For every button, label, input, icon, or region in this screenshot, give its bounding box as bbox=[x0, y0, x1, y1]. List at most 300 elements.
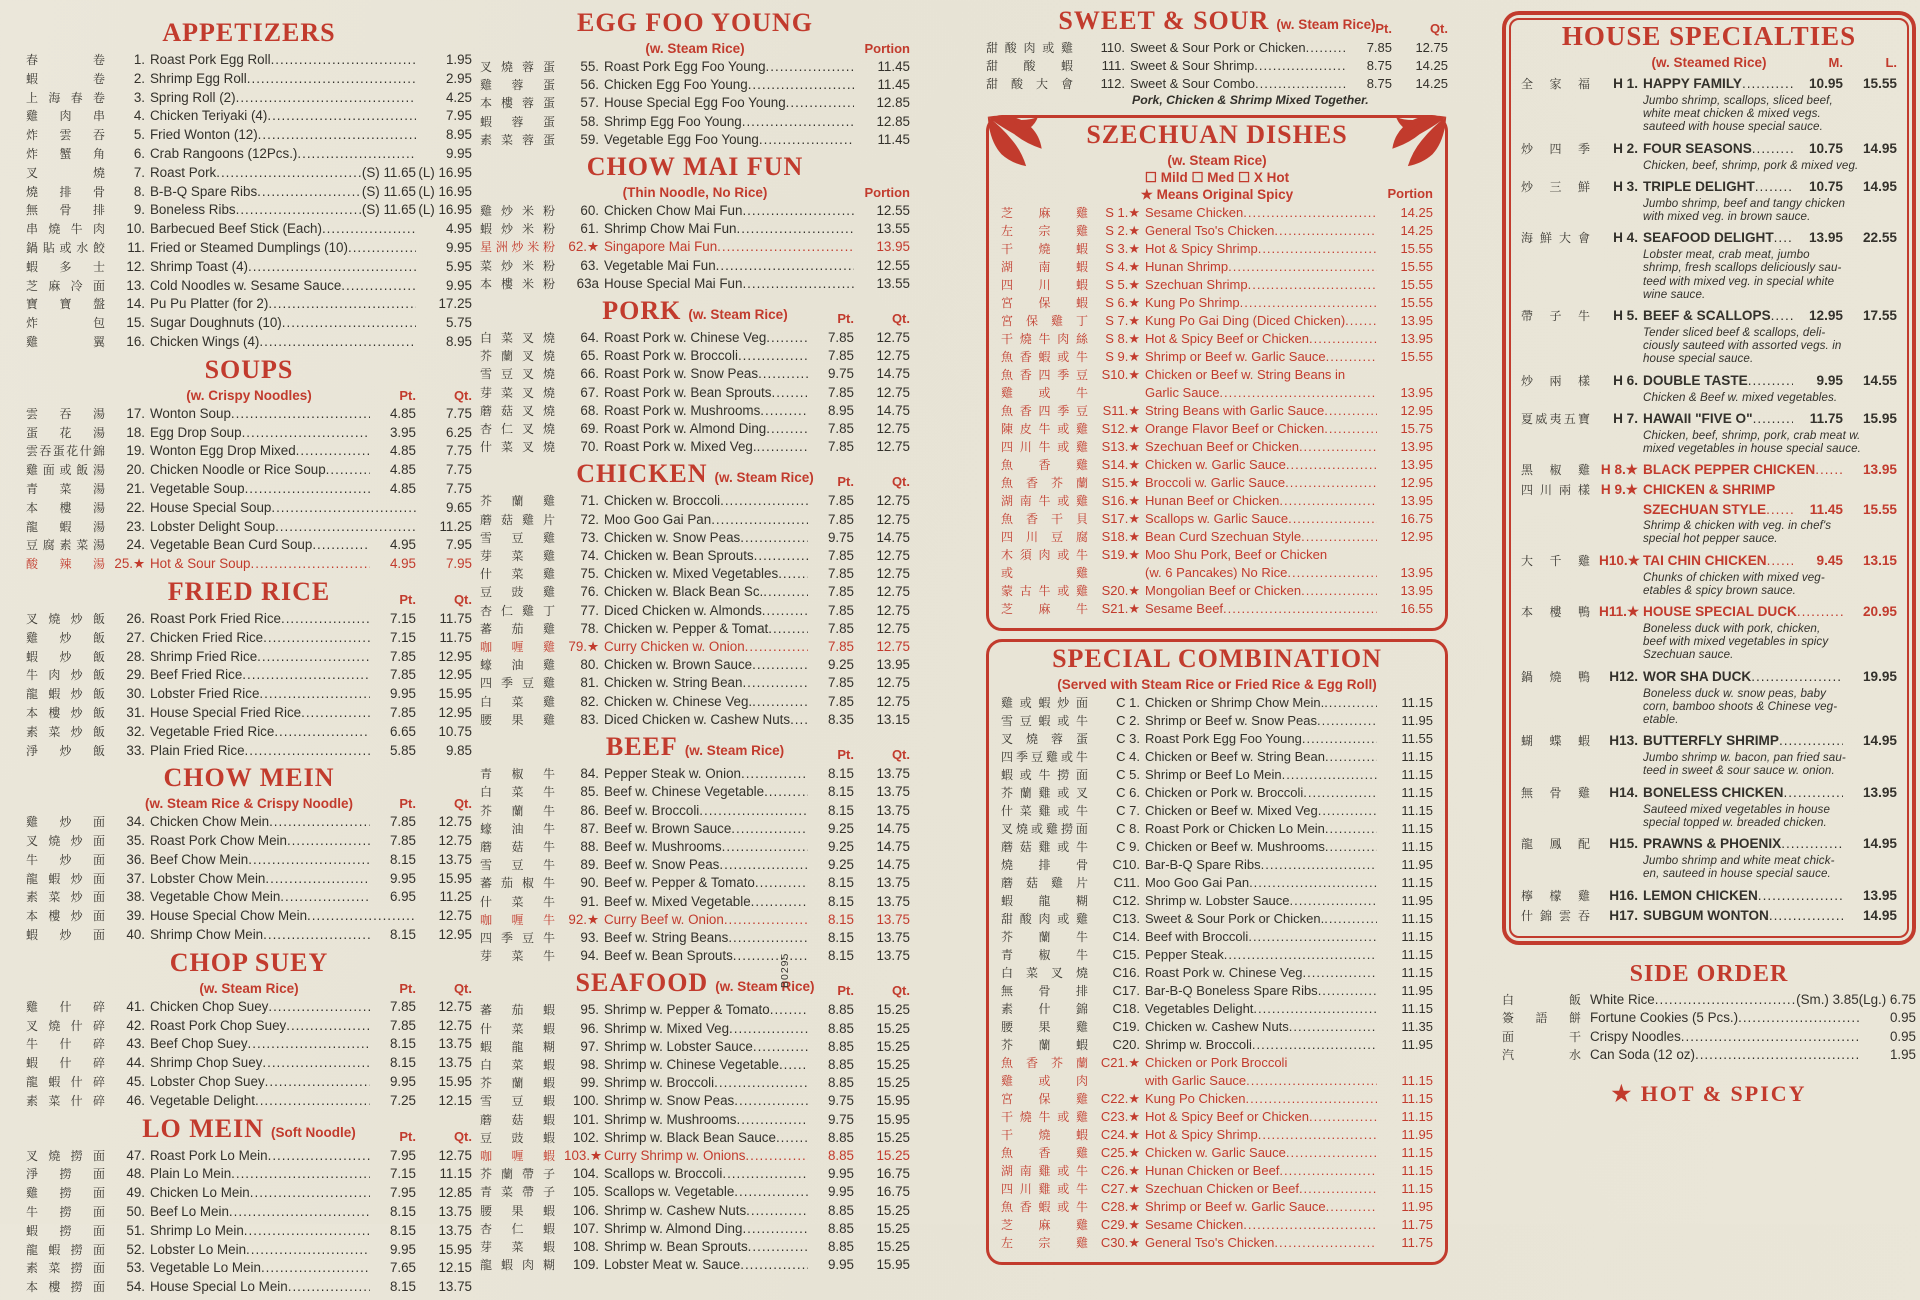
menu-item-row bbox=[1521, 228, 1897, 248]
item-number: 37. bbox=[126, 870, 145, 886]
dot-leader bbox=[742, 674, 808, 691]
item-name: Roast Pork w. Bean Sprouts bbox=[604, 384, 772, 400]
menu-item-row bbox=[26, 405, 472, 424]
price-qt: 15.95 bbox=[438, 1074, 472, 1090]
chinese-name: 魚 香 雞 bbox=[1001, 458, 1088, 472]
price-qt: 11.95 bbox=[1401, 857, 1433, 872]
item-number: 112. bbox=[1100, 76, 1125, 91]
item-number: 95. bbox=[580, 1002, 599, 1018]
menu-item-row bbox=[1001, 802, 1433, 820]
price-column-header: Qt. bbox=[891, 747, 910, 763]
item-number: 72. bbox=[580, 511, 599, 527]
price-pt: 5.85 bbox=[389, 742, 416, 758]
price-pt: 7.85 bbox=[827, 602, 854, 618]
item-name: Roast Pork w. Chinese Veg bbox=[1145, 965, 1303, 980]
section-title: HOUSE SPECIALTIES bbox=[1561, 21, 1857, 51]
dot-leader bbox=[312, 536, 370, 554]
item-name-continued: with Garlic Sauce bbox=[1145, 1073, 1247, 1088]
dot-leader bbox=[1318, 802, 1377, 819]
price-pt: 8.85 bbox=[827, 1075, 854, 1091]
item-name: Shrimp w. Black Bean Sauce bbox=[604, 1129, 776, 1145]
price-qt: 13.75 bbox=[438, 1036, 472, 1052]
item-name: Chicken w. Pepper & Tomat bbox=[604, 620, 769, 636]
section-title: PORK bbox=[602, 296, 682, 326]
price-qt: 15.55 bbox=[1400, 277, 1433, 292]
dot-leader bbox=[259, 333, 416, 351]
item-name: Chicken w. Brown Sauce bbox=[604, 657, 753, 673]
chinese-name: 豆 豉 蝦 bbox=[480, 1130, 555, 1145]
price-qt: 7.95 bbox=[445, 108, 472, 124]
menu-item-row bbox=[26, 832, 472, 851]
section-note-line bbox=[1001, 153, 1433, 169]
item-name: Shrimp Egg Roll bbox=[150, 70, 247, 86]
menu-item-row bbox=[26, 1259, 472, 1278]
price-pt: 4.95 bbox=[389, 556, 416, 572]
item-number: H 6. bbox=[1613, 372, 1638, 388]
price-qt: 11.95 bbox=[1401, 983, 1433, 998]
chinese-name: 叉 燒 撈 面 bbox=[26, 1148, 105, 1163]
menu-item-row bbox=[1521, 460, 1897, 480]
price-qt: 15.25 bbox=[876, 1220, 910, 1236]
price-qt: (L) 16.95 bbox=[418, 183, 472, 199]
item-number: S16.★ bbox=[1101, 493, 1140, 508]
price-column-header: Pt. bbox=[837, 474, 854, 490]
price-column-headers bbox=[1791, 56, 1897, 70]
item-number: C 2. bbox=[1116, 713, 1140, 728]
chinese-name: 豆 腐 素 菜 湯 bbox=[26, 538, 105, 553]
item-description bbox=[1643, 519, 1897, 545]
item-name: Roast Pork w. Almond Ding bbox=[604, 421, 767, 437]
item-number: 93. bbox=[580, 929, 599, 945]
price-qt: 13.75 bbox=[876, 875, 910, 891]
item-number: 8. bbox=[133, 183, 145, 199]
item-name: Pepper Steak w. Onion bbox=[604, 766, 741, 782]
menu-item-row bbox=[26, 499, 472, 518]
item-name: Vegetables Delight bbox=[1145, 1001, 1254, 1016]
price-qt: 11.15 bbox=[1401, 803, 1433, 818]
dot-leader bbox=[245, 742, 370, 760]
menu-item-row bbox=[1001, 420, 1433, 438]
item-number: 88. bbox=[580, 838, 599, 854]
menu-item-row bbox=[26, 145, 472, 164]
item-description-line: shrimp, fresh scallops deliciously sau- bbox=[1643, 261, 1842, 275]
chinese-name: 春 卷 bbox=[26, 53, 105, 67]
item-number: 46. bbox=[126, 1092, 145, 1108]
menu-item-row bbox=[480, 1220, 910, 1238]
price-qt: 13.55 bbox=[876, 221, 910, 237]
chinese-name: 四 季 豆 雞 或 牛 bbox=[1001, 750, 1088, 764]
item-number: 23. bbox=[126, 518, 145, 534]
item-number: 56. bbox=[580, 77, 599, 93]
chinese-name: 甜 酸 蝦 bbox=[986, 59, 1073, 73]
menu-item-row bbox=[1521, 74, 1897, 94]
price-qt: 11.15 bbox=[1401, 767, 1433, 782]
item-name: Chicken Wings (4) bbox=[150, 333, 260, 349]
dot-leader bbox=[257, 183, 362, 201]
item-number: 107. bbox=[572, 1220, 599, 1236]
section-header bbox=[26, 355, 472, 388]
item-name: Moo Shu Pork, Beef or Chicken bbox=[1145, 547, 1328, 562]
menu-item-row bbox=[26, 666, 472, 685]
item-number: 42. bbox=[126, 1017, 145, 1033]
chinese-name: 四 季 豆 牛 bbox=[480, 930, 555, 945]
item-name: Barbecued Beef Stick (Each) bbox=[150, 221, 322, 237]
section-seafood bbox=[480, 968, 910, 1274]
item-name: Beef w. Mixed Vegetable bbox=[604, 893, 751, 909]
chinese-name: 腰 果 蝦 bbox=[480, 1203, 555, 1218]
price-qt: 12.95 bbox=[1400, 529, 1433, 544]
dot-leader bbox=[1301, 582, 1377, 599]
dot-leader bbox=[1302, 730, 1377, 747]
price-qt: 4.25 bbox=[445, 89, 472, 105]
chinese-name: 菜 炒 米 粉 bbox=[480, 258, 555, 273]
item-name-continued: SZECHUAN STYLE bbox=[1643, 502, 1767, 518]
item-name: Moo Goo Gai Pan bbox=[604, 511, 712, 527]
item-name: Shrimp or Beef Lo Mein bbox=[1145, 767, 1282, 782]
dot-leader bbox=[699, 802, 808, 819]
item-name: Shrimp w. Lobster Sauce bbox=[604, 1038, 753, 1054]
item-name: Lobster Delight Soup bbox=[150, 518, 276, 534]
dot-leader bbox=[1240, 294, 1377, 311]
dot-leader bbox=[1317, 712, 1377, 729]
item-number: 20. bbox=[126, 462, 145, 478]
item-name: Shrimp Lo Mein bbox=[150, 1222, 244, 1238]
item-name: Lobster Chop Suey bbox=[150, 1074, 265, 1090]
chinese-name: 腰 果 雞 bbox=[480, 712, 555, 727]
item-number: 73. bbox=[580, 529, 599, 545]
section-note-line bbox=[1001, 170, 1433, 186]
price-pt: 8.15 bbox=[827, 948, 854, 964]
menu-item-row bbox=[26, 461, 472, 480]
price-pt: 9.75 bbox=[827, 1111, 854, 1127]
price-pt: 8.85 bbox=[827, 1038, 854, 1054]
price-pt: 4.85 bbox=[389, 443, 416, 459]
price-qt: 12.75 bbox=[876, 439, 910, 455]
item-number: S15.★ bbox=[1101, 475, 1140, 490]
item-number: C28.★ bbox=[1100, 1199, 1140, 1214]
price-qt: 6.25 bbox=[445, 424, 472, 440]
price-qt: 11.95 bbox=[1401, 1037, 1433, 1052]
dot-leader bbox=[1279, 1162, 1377, 1179]
item-description-line: house special sauce. bbox=[1643, 352, 1754, 366]
section-header bbox=[26, 763, 472, 796]
item-name: Vegetable Mai Fun bbox=[604, 257, 716, 273]
item-number: 74. bbox=[580, 548, 599, 564]
dot-leader bbox=[736, 220, 854, 237]
dot-leader bbox=[736, 1111, 808, 1128]
price-pt: 8.85 bbox=[827, 1056, 854, 1072]
menu-item-row bbox=[26, 907, 472, 926]
chinese-name: 芽 菜 牛 bbox=[480, 949, 555, 964]
menu-item-row bbox=[1001, 712, 1433, 730]
dot-leader bbox=[257, 648, 370, 666]
section-subtitle-text: (w. Crispy Noodles) bbox=[186, 387, 312, 403]
chinese-name: 雞 或 蝦 炒 面 bbox=[1001, 696, 1088, 710]
item-number: 45. bbox=[126, 1074, 145, 1090]
item-number: S 3.★ bbox=[1105, 241, 1140, 256]
item-name: Vegetable Egg Foo Young bbox=[604, 131, 759, 147]
item-description-line: Jumbo shrimp w. bacon, pan fried sau- bbox=[1643, 751, 1846, 765]
dot-leader bbox=[719, 856, 808, 873]
item-number: C20. bbox=[1112, 1037, 1140, 1052]
menu-item-row bbox=[1001, 730, 1433, 748]
section-title: CHOW MAI FUN bbox=[586, 152, 804, 182]
dot-leader bbox=[748, 1238, 808, 1255]
price-column-header: Qt. bbox=[453, 387, 472, 403]
item-description-line: special topped w. breaded chicken. bbox=[1643, 815, 1827, 829]
item-name: Hunan Shrimp bbox=[1145, 259, 1229, 274]
dot-leader bbox=[271, 499, 416, 517]
price-qt: 12.75 bbox=[876, 602, 910, 618]
price-qt: 12.75 bbox=[876, 421, 910, 437]
price-pt: 7.85 bbox=[827, 330, 854, 346]
menu-item-row bbox=[480, 693, 910, 711]
section-title: ★ HOT & SPICY bbox=[1611, 1080, 1807, 1106]
item-number: 58. bbox=[580, 113, 599, 129]
chinese-name: 芝 麻 雞 bbox=[1001, 206, 1088, 220]
menu-item-row bbox=[1001, 204, 1433, 222]
item-name: Roast Pork w. Mixed Veg. bbox=[604, 439, 757, 455]
price-qt: 14.95 bbox=[1862, 836, 1897, 852]
item-name: HOUSE SPECIAL DUCK bbox=[1643, 604, 1797, 620]
price-qt: 15.95 bbox=[438, 1241, 472, 1257]
chinese-name: 上 海 春 卷 bbox=[26, 90, 105, 105]
item-description-line: Sauteed mixed vegetables in house bbox=[1643, 802, 1830, 816]
dot-leader bbox=[1245, 1090, 1377, 1107]
chinese-name: 串 燒 牛 肉 bbox=[26, 222, 105, 237]
item-number: C12. bbox=[1112, 893, 1140, 908]
price-qt: 13.95 bbox=[1400, 313, 1433, 328]
menu-item-row bbox=[480, 874, 910, 892]
item-number: S21.★ bbox=[1101, 601, 1140, 616]
menu-item-row bbox=[480, 820, 910, 838]
chinese-name: 雞 炒 米 粉 bbox=[480, 204, 555, 219]
menu-item-row bbox=[986, 57, 1448, 75]
chinese-name: 海 鮮 大 會 bbox=[1521, 231, 1590, 246]
chinese-name: 魚 香 雞 bbox=[1001, 1146, 1088, 1160]
item-number: 15. bbox=[126, 315, 145, 331]
item-number: C13. bbox=[1112, 911, 1140, 926]
chinese-name: 雪 豆 雞 bbox=[480, 530, 555, 545]
chinese-name: 魚 香 芥 蘭 bbox=[1001, 476, 1088, 490]
price-pt: 7.85 bbox=[827, 439, 854, 455]
item-number: 2. bbox=[133, 70, 145, 86]
menu-item-row bbox=[26, 295, 472, 314]
price-column-headers bbox=[806, 748, 910, 762]
dot-leader bbox=[261, 1259, 370, 1277]
item-name: Chicken or Pork Broccoli bbox=[1145, 1055, 1288, 1070]
item-description-line: Jumbo shrimp, scallops, sliced beef, bbox=[1643, 94, 1833, 107]
item-number: C11. bbox=[1113, 875, 1140, 890]
chinese-name: 芥 蘭 蝦 bbox=[480, 1076, 555, 1091]
item-description-line: sauteed with house special sauce. bbox=[1643, 120, 1823, 134]
price-pt: 9.75 bbox=[827, 366, 854, 382]
dot-leader bbox=[1769, 906, 1843, 925]
item-name: Beef Chop Suey bbox=[150, 1036, 248, 1052]
chinese-name: 簽 語 餅 bbox=[1502, 1011, 1581, 1025]
portion-label: Portion bbox=[1387, 186, 1433, 201]
menu-item-row bbox=[480, 347, 910, 365]
chinese-name: 大 千 雞 bbox=[1521, 553, 1590, 568]
menu-item-row bbox=[1001, 294, 1433, 312]
chinese-name: 檸 檬 雞 bbox=[1521, 888, 1590, 903]
dot-leader bbox=[247, 70, 416, 88]
price-qt: 11.15 bbox=[1401, 1163, 1433, 1178]
chinese-name: 豆 豉 雞 bbox=[480, 585, 555, 600]
menu-item-row bbox=[26, 518, 472, 537]
chinese-name: 蝦 卷 bbox=[26, 71, 105, 86]
item-number: H 1. bbox=[1613, 76, 1638, 91]
price-qt: 15.55 bbox=[1862, 502, 1897, 518]
item-name: Beef w. String Beans bbox=[604, 929, 729, 945]
item-name: Roast Pork or Chicken Lo Mein bbox=[1145, 821, 1325, 836]
price-pt: 7.85 bbox=[389, 704, 416, 720]
item-number: 34. bbox=[126, 814, 145, 830]
item-name: Shrimp Egg Foo Young bbox=[604, 113, 742, 129]
dot-leader bbox=[1274, 1234, 1377, 1251]
menu-item-row bbox=[480, 1038, 910, 1056]
price-qt: 7.75 bbox=[445, 480, 472, 496]
section-header bbox=[480, 968, 910, 1001]
item-number: C26.★ bbox=[1100, 1163, 1140, 1178]
dot-leader bbox=[745, 638, 808, 655]
menu-item-row bbox=[1001, 964, 1433, 982]
price-qt: 12.95 bbox=[438, 667, 472, 683]
chinese-name: 什 錦 雲 吞 bbox=[1521, 908, 1590, 923]
section-subtitle-inline: (w. Steam Rice) bbox=[688, 307, 788, 323]
item-number: 85. bbox=[580, 784, 599, 800]
dot-leader bbox=[1326, 348, 1377, 365]
item-number: C15. bbox=[1112, 947, 1140, 962]
item-name: LEMON CHICKEN bbox=[1643, 887, 1758, 903]
dot-leader bbox=[740, 1256, 808, 1273]
item-name: White Rice bbox=[1590, 991, 1655, 1007]
dot-leader bbox=[246, 1241, 370, 1259]
item-name: Shrimp w. Chinese Vegetable bbox=[604, 1056, 779, 1072]
item-name: Shrimp or Beef w. Garlic Sauce bbox=[1145, 349, 1326, 364]
menu-item-row bbox=[1001, 348, 1433, 366]
price-qt: 11.45 bbox=[877, 131, 910, 147]
chinese-name: 蝦 或 牛 撈 面 bbox=[1001, 768, 1088, 782]
item-name: Can Soda (12 oz) bbox=[1590, 1047, 1695, 1062]
item-description-line: Jumbo shrimp, beef and tangy chicken bbox=[1643, 196, 1846, 210]
price-column-headers bbox=[368, 593, 472, 607]
item-number: 110. bbox=[1100, 40, 1125, 55]
item-name: Chicken w. Mixed Vegetables bbox=[604, 566, 779, 582]
menu-item-row bbox=[480, 1074, 910, 1092]
section-subtitle-inline: (w. Steam Rice) bbox=[714, 470, 814, 486]
section-chicken bbox=[480, 459, 910, 729]
item-number: 61. bbox=[580, 221, 599, 237]
price-qt: 12.75 bbox=[876, 384, 910, 400]
chinese-name: 叉 燒 炒 面 bbox=[26, 834, 105, 849]
price-qt: 12.75 bbox=[438, 908, 472, 924]
item-name: B-B-Q Spare Ribs bbox=[150, 183, 258, 199]
item-name: BONELESS CHICKEN bbox=[1643, 784, 1784, 800]
dot-leader bbox=[1325, 748, 1377, 765]
price-qt: 15.25 bbox=[876, 1129, 910, 1145]
chinese-name: 白 菜 叉 燒 bbox=[480, 331, 555, 346]
item-name: Chicken w. Cashew Nuts bbox=[1145, 1019, 1289, 1034]
dot-leader bbox=[1681, 1028, 1860, 1046]
item-name: WOR SHA DUCK bbox=[1643, 668, 1752, 684]
item-number: 19. bbox=[126, 443, 145, 459]
price-qt: 13.75 bbox=[438, 1204, 472, 1220]
section-title: SEAFOOD bbox=[575, 968, 709, 998]
chinese-name: 炸 包 bbox=[26, 316, 105, 331]
price-pt: 9.25 bbox=[827, 857, 854, 873]
menu-item-row bbox=[26, 201, 472, 220]
price-qt: 11.35 bbox=[1401, 1019, 1433, 1034]
section-header bbox=[480, 152, 910, 185]
item-name: Shrimp Toast (4) bbox=[150, 258, 248, 274]
price-qt: 16.75 bbox=[1400, 511, 1433, 526]
menu-item-row bbox=[480, 1056, 910, 1074]
dot-leader bbox=[742, 113, 854, 130]
dot-leader bbox=[1279, 492, 1377, 509]
item-number: 97. bbox=[580, 1038, 599, 1054]
item-number: S13.★ bbox=[1101, 439, 1140, 454]
chinese-name: 叉 燒 蓉 蛋 bbox=[480, 60, 555, 74]
chinese-name: 雞 什 碎 bbox=[26, 999, 105, 1014]
item-name: Chicken w. Garlic Sauce bbox=[1145, 457, 1286, 472]
chinese-name: 干 燒 牛 或 雞 bbox=[1001, 1110, 1088, 1124]
item-name: Chicken or Pork w. Broccoli bbox=[1145, 785, 1304, 800]
menu-item-row bbox=[1001, 1216, 1433, 1234]
section-chow-mein bbox=[26, 763, 472, 945]
price-qt: 12.95 bbox=[438, 648, 472, 664]
menu-item-row bbox=[26, 998, 472, 1017]
chinese-name: 牛 炒 面 bbox=[26, 852, 105, 867]
item-name: Curry Chicken w. Onion bbox=[604, 639, 745, 655]
item-number: 43. bbox=[126, 1036, 145, 1052]
dot-leader bbox=[790, 711, 808, 728]
item-number: 57. bbox=[580, 95, 599, 111]
menu-item-row bbox=[1001, 928, 1433, 946]
item-description bbox=[1643, 803, 1897, 829]
price-column-headers bbox=[865, 186, 911, 200]
chinese-name: 本 樓 鴨 bbox=[1521, 605, 1590, 620]
price-column-header: Portion bbox=[864, 185, 910, 201]
item-number: 13. bbox=[126, 277, 145, 293]
menu-item-row-continued bbox=[1521, 500, 1897, 519]
item-number: 32. bbox=[126, 723, 145, 739]
chinese-name: 魚 香 芥 蘭 bbox=[1001, 1056, 1088, 1070]
item-number: 25.★ bbox=[114, 556, 145, 572]
item-name: Vegetable Bean Curd Soup bbox=[150, 537, 313, 553]
price-qt: 11.95 bbox=[1401, 1127, 1433, 1142]
item-number: C 3. bbox=[1116, 731, 1140, 746]
item-name: Vegetable Soup bbox=[150, 480, 245, 496]
price-qt: 9.95 bbox=[445, 277, 472, 293]
price-pt: 13.95 bbox=[1808, 230, 1843, 246]
item-name: BEEF & SCALLOPS bbox=[1643, 308, 1771, 324]
section-header bbox=[986, 6, 1448, 39]
item-name: Sesame Chicken bbox=[1145, 205, 1244, 220]
item-number: 105. bbox=[572, 1184, 599, 1200]
price-qt: 12.75 bbox=[876, 675, 910, 691]
price-qt: 7.75 bbox=[445, 405, 472, 421]
item-name: Chicken Chow Mai Fun bbox=[604, 203, 743, 219]
chinese-name: 本 樓 撈 面 bbox=[26, 1280, 105, 1295]
dot-leader bbox=[1253, 1000, 1377, 1017]
dot-leader bbox=[766, 58, 854, 75]
price-qt: 15.95 bbox=[1862, 410, 1897, 426]
section-title: BEEF bbox=[605, 732, 678, 762]
menu-item-row bbox=[26, 1203, 472, 1222]
price-pt: 9.95 bbox=[1816, 372, 1843, 388]
item-description-line: beef with mixed vegetables in spicy bbox=[1643, 635, 1829, 649]
